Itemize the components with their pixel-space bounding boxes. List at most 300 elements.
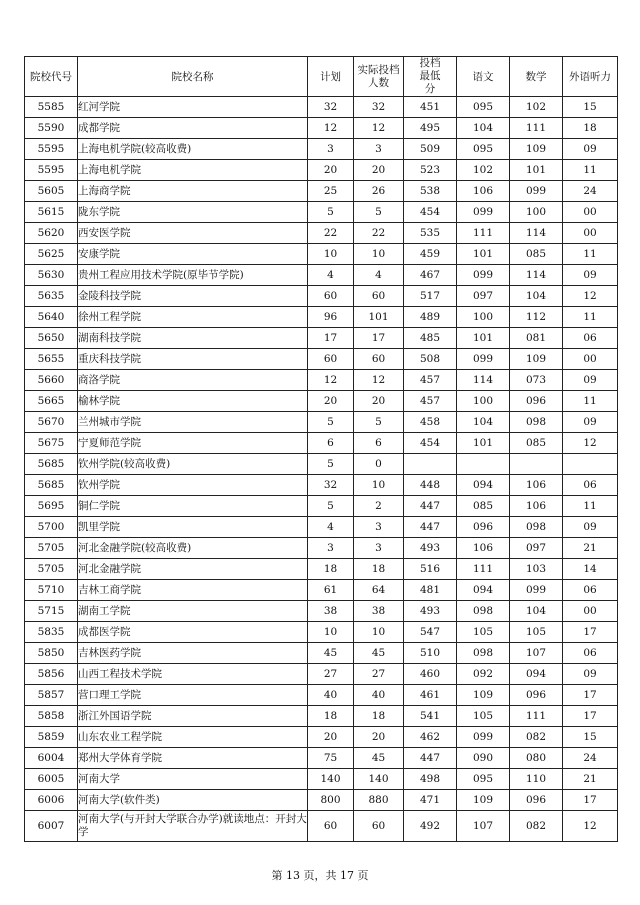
cell-actual: 40 <box>354 685 404 706</box>
cell-chinese: 106 <box>457 538 510 559</box>
cell-math: 109 <box>510 349 563 370</box>
cell-name: 钦州学院 <box>78 475 308 496</box>
table-row <box>25 433 618 454</box>
cell-plan: 12 <box>308 118 354 139</box>
cell-actual: 17 <box>354 328 404 349</box>
cell-actual: 10 <box>354 622 404 643</box>
cell-chinese: 111 <box>457 223 510 244</box>
cell-math: 073 <box>510 370 563 391</box>
cell-plan: 60 <box>308 811 354 842</box>
cell-math: 098 <box>510 412 563 433</box>
cell-chinese: 101 <box>457 433 510 454</box>
cell-listening: 09 <box>563 664 618 685</box>
cell-name: 湖南工学院 <box>78 601 308 622</box>
cell-listening: 09 <box>563 517 618 538</box>
cell-plan: 10 <box>308 244 354 265</box>
cell-chinese: 096 <box>457 517 510 538</box>
cell-math: 097 <box>510 538 563 559</box>
cell-listening: 21 <box>563 769 618 790</box>
cell-plan: 27 <box>308 664 354 685</box>
cell-plan: 40 <box>308 685 354 706</box>
cell-code: 5640 <box>25 307 78 328</box>
cell-min-score: 509 <box>404 139 457 160</box>
cell-name: 上海电机学院 <box>78 160 308 181</box>
cell-chinese: 111 <box>457 559 510 580</box>
cell-plan: 25 <box>308 181 354 202</box>
footer-suffix: 页 <box>357 869 369 882</box>
cell-math: 104 <box>510 601 563 622</box>
cell-name: 榆林学院 <box>78 391 308 412</box>
cell-listening: 11 <box>563 244 618 265</box>
cell-code: 5850 <box>25 643 78 664</box>
footer-prefix: 第 <box>271 869 283 882</box>
cell-code: 5700 <box>25 517 78 538</box>
cell-name: 河南大学 <box>78 769 308 790</box>
cell-math: 111 <box>510 118 563 139</box>
table-row <box>25 139 618 160</box>
header-min-score-label: 投档最低分 <box>419 57 441 95</box>
table-row <box>25 202 618 223</box>
cell-listening: 15 <box>563 97 618 118</box>
header-listening: 外语听力 <box>563 57 618 97</box>
cell-name: 上海电机学院(较高收费) <box>78 139 308 160</box>
cell-listening <box>563 454 618 475</box>
cell-plan: 60 <box>308 349 354 370</box>
cell-listening: 12 <box>563 286 618 307</box>
cell-listening: 14 <box>563 559 618 580</box>
cell-math: 085 <box>510 244 563 265</box>
cell-code: 5685 <box>25 454 78 475</box>
cell-plan: 5 <box>308 202 354 223</box>
cell-listening: 06 <box>563 328 618 349</box>
table-row <box>25 328 618 349</box>
cell-min-score: 510 <box>404 643 457 664</box>
cell-code: 5595 <box>25 139 78 160</box>
cell-listening: 15 <box>563 727 618 748</box>
cell-math: 100 <box>510 202 563 223</box>
cell-math <box>510 454 563 475</box>
cell-actual: 5 <box>354 202 404 223</box>
cell-actual: 20 <box>354 727 404 748</box>
table-row <box>25 811 618 842</box>
cell-min-score: 447 <box>404 517 457 538</box>
cell-code: 5660 <box>25 370 78 391</box>
cell-plan: 32 <box>308 97 354 118</box>
cell-plan: 61 <box>308 580 354 601</box>
cell-chinese: 105 <box>457 706 510 727</box>
table-row <box>25 748 618 769</box>
cell-listening: 12 <box>563 811 618 842</box>
cell-chinese <box>457 454 510 475</box>
table-row <box>25 307 618 328</box>
cell-chinese: 095 <box>457 769 510 790</box>
cell-listening: 00 <box>563 349 618 370</box>
cell-name: 河南大学(与开封大学联合办学)就读地点：开封大学 <box>78 811 308 842</box>
header-chinese: 语文 <box>457 57 510 97</box>
cell-math: 082 <box>510 811 563 842</box>
cell-name: 河北金融学院 <box>78 559 308 580</box>
cell-min-score: 448 <box>404 475 457 496</box>
header-code: 院校代号 <box>25 57 78 97</box>
cell-listening: 11 <box>563 160 618 181</box>
cell-actual: 32 <box>354 97 404 118</box>
cell-actual: 26 <box>354 181 404 202</box>
cell-plan: 38 <box>308 601 354 622</box>
cell-chinese: 090 <box>457 748 510 769</box>
table-row <box>25 643 618 664</box>
cell-min-score: 451 <box>404 97 457 118</box>
cell-listening: 06 <box>563 475 618 496</box>
table-header-row <box>25 57 618 97</box>
cell-code: 5665 <box>25 391 78 412</box>
cell-min-score: 454 <box>404 202 457 223</box>
cell-min-score: 535 <box>404 223 457 244</box>
cell-min-score: 485 <box>404 328 457 349</box>
cell-chinese: 101 <box>457 328 510 349</box>
table-row <box>25 517 618 538</box>
table-row <box>25 412 618 433</box>
cell-math: 099 <box>510 580 563 601</box>
cell-listening: 24 <box>563 748 618 769</box>
cell-min-score: 481 <box>404 580 457 601</box>
cell-plan: 140 <box>308 769 354 790</box>
cell-math: 104 <box>510 286 563 307</box>
cell-math: 082 <box>510 727 563 748</box>
cell-code: 5635 <box>25 286 78 307</box>
cell-actual: 18 <box>354 706 404 727</box>
cell-chinese: 099 <box>457 202 510 223</box>
cell-min-score: 454 <box>404 433 457 454</box>
cell-chinese: 105 <box>457 622 510 643</box>
cell-code: 5595 <box>25 160 78 181</box>
cell-name: 红河学院 <box>78 97 308 118</box>
cell-chinese: 102 <box>457 160 510 181</box>
header-min-score <box>404 57 457 97</box>
cell-listening: 21 <box>563 538 618 559</box>
cell-actual: 10 <box>354 475 404 496</box>
cell-plan: 3 <box>308 538 354 559</box>
cell-plan: 4 <box>308 265 354 286</box>
cell-actual: 12 <box>354 118 404 139</box>
cell-chinese: 099 <box>457 265 510 286</box>
cell-min-score: 495 <box>404 118 457 139</box>
table-row <box>25 244 618 265</box>
cell-math: 114 <box>510 223 563 244</box>
cell-listening: 18 <box>563 118 618 139</box>
table-row <box>25 286 618 307</box>
page-footer <box>0 867 640 883</box>
cell-name: 成都学院 <box>78 118 308 139</box>
cell-code: 6004 <box>25 748 78 769</box>
cell-actual: 45 <box>354 643 404 664</box>
cell-min-score: 447 <box>404 748 457 769</box>
cell-listening: 17 <box>563 685 618 706</box>
table-row <box>25 622 618 643</box>
cell-math: 080 <box>510 748 563 769</box>
cell-min-score: 498 <box>404 769 457 790</box>
cell-chinese: 092 <box>457 664 510 685</box>
cell-plan: 75 <box>308 748 354 769</box>
table-row <box>25 265 618 286</box>
table-row <box>25 538 618 559</box>
cell-code: 5695 <box>25 496 78 517</box>
cell-chinese: 099 <box>457 349 510 370</box>
cell-min-score: 493 <box>404 601 457 622</box>
cell-actual: 3 <box>354 139 404 160</box>
cell-min-score: 457 <box>404 370 457 391</box>
cell-code: 5675 <box>25 433 78 454</box>
cell-min-score: 493 <box>404 538 457 559</box>
cell-chinese: 094 <box>457 580 510 601</box>
cell-listening: 09 <box>563 139 618 160</box>
cell-code: 5585 <box>25 97 78 118</box>
cell-listening: 17 <box>563 790 618 811</box>
cell-name: 凯里学院 <box>78 517 308 538</box>
cell-math: 109 <box>510 139 563 160</box>
cell-code: 5655 <box>25 349 78 370</box>
cell-actual: 0 <box>354 454 404 475</box>
cell-min-score: 541 <box>404 706 457 727</box>
cell-actual: 880 <box>354 790 404 811</box>
cell-chinese: 095 <box>457 97 510 118</box>
table-row <box>25 727 618 748</box>
cell-min-score: 516 <box>404 559 457 580</box>
cell-chinese: 098 <box>457 601 510 622</box>
cell-code: 5857 <box>25 685 78 706</box>
header-actual <box>354 57 404 97</box>
cell-min-score: 461 <box>404 685 457 706</box>
cell-listening: 00 <box>563 601 618 622</box>
cell-min-score: 538 <box>404 181 457 202</box>
cell-chinese: 098 <box>457 643 510 664</box>
cell-code: 5650 <box>25 328 78 349</box>
cell-math: 081 <box>510 328 563 349</box>
cell-chinese: 094 <box>457 475 510 496</box>
cell-actual: 10 <box>354 244 404 265</box>
cell-actual: 2 <box>354 496 404 517</box>
cell-plan: 5 <box>308 412 354 433</box>
cell-name: 兰州城市学院 <box>78 412 308 433</box>
cell-actual: 27 <box>354 664 404 685</box>
table-row <box>25 601 618 622</box>
table-row <box>25 475 618 496</box>
cell-actual: 20 <box>354 160 404 181</box>
cell-listening: 17 <box>563 706 618 727</box>
cell-code: 5858 <box>25 706 78 727</box>
cell-name: 山西工程技术学院 <box>78 664 308 685</box>
table-row <box>25 706 618 727</box>
cell-code: 5630 <box>25 265 78 286</box>
cell-plan: 12 <box>308 370 354 391</box>
cell-math: 096 <box>510 685 563 706</box>
cell-min-score: 458 <box>404 412 457 433</box>
cell-code: 5670 <box>25 412 78 433</box>
table-row <box>25 370 618 391</box>
cell-plan: 3 <box>308 139 354 160</box>
cell-plan: 6 <box>308 433 354 454</box>
cell-name: 河北金融学院(较高收费) <box>78 538 308 559</box>
cell-name: 吉林医药学院 <box>78 643 308 664</box>
cell-actual: 38 <box>354 601 404 622</box>
cell-plan: 18 <box>308 559 354 580</box>
cell-math: 106 <box>510 496 563 517</box>
header-plan: 计划 <box>308 57 354 97</box>
cell-name: 钦州学院(较高收费) <box>78 454 308 475</box>
cell-plan: 20 <box>308 160 354 181</box>
cell-math: 103 <box>510 559 563 580</box>
cell-plan: 96 <box>308 307 354 328</box>
cell-code: 5705 <box>25 559 78 580</box>
cell-code: 6005 <box>25 769 78 790</box>
cell-min-score: 462 <box>404 727 457 748</box>
cell-name: 贵州工程应用技术学院(原毕节学院) <box>78 265 308 286</box>
cell-name: 陇东学院 <box>78 202 308 223</box>
cell-listening: 11 <box>563 391 618 412</box>
cell-plan: 20 <box>308 727 354 748</box>
cell-name: 铜仁学院 <box>78 496 308 517</box>
cell-math: 096 <box>510 790 563 811</box>
cell-chinese: 099 <box>457 727 510 748</box>
table-row <box>25 454 618 475</box>
cell-name: 重庆科技学院 <box>78 349 308 370</box>
cell-listening: 24 <box>563 181 618 202</box>
cell-min-score: 517 <box>404 286 457 307</box>
cell-actual: 22 <box>354 223 404 244</box>
cell-min-score: 508 <box>404 349 457 370</box>
cell-actual: 64 <box>354 580 404 601</box>
cell-min-score: 489 <box>404 307 457 328</box>
table-row <box>25 97 618 118</box>
cell-code: 5620 <box>25 223 78 244</box>
cell-math: 102 <box>510 97 563 118</box>
cell-name: 宁夏师范学院 <box>78 433 308 454</box>
table-row <box>25 349 618 370</box>
cell-math: 096 <box>510 391 563 412</box>
table-row <box>25 769 618 790</box>
cell-chinese: 085 <box>457 496 510 517</box>
cell-code: 5705 <box>25 538 78 559</box>
cell-listening: 12 <box>563 433 618 454</box>
table-row <box>25 664 618 685</box>
cell-plan: 5 <box>308 454 354 475</box>
cell-plan: 4 <box>308 517 354 538</box>
cell-plan: 5 <box>308 496 354 517</box>
cell-actual: 18 <box>354 559 404 580</box>
cell-name: 营口理工学院 <box>78 685 308 706</box>
cell-math: 106 <box>510 475 563 496</box>
cell-actual: 3 <box>354 517 404 538</box>
cell-math: 111 <box>510 706 563 727</box>
cell-listening: 09 <box>563 265 618 286</box>
footer-mid: 页，共 <box>303 869 337 882</box>
cell-chinese: 101 <box>457 244 510 265</box>
cell-plan: 17 <box>308 328 354 349</box>
table-row <box>25 223 618 244</box>
cell-actual: 3 <box>354 538 404 559</box>
cell-listening: 11 <box>563 496 618 517</box>
cell-actual: 12 <box>354 370 404 391</box>
cell-code: 6007 <box>25 811 78 842</box>
cell-code: 5590 <box>25 118 78 139</box>
table-row <box>25 160 618 181</box>
cell-actual: 6 <box>354 433 404 454</box>
cell-chinese: 109 <box>457 685 510 706</box>
cell-code: 5605 <box>25 181 78 202</box>
cell-plan: 60 <box>308 286 354 307</box>
cell-plan: 10 <box>308 622 354 643</box>
admission-score-table <box>24 56 618 842</box>
cell-chinese: 114 <box>457 370 510 391</box>
header-actual-label: 实际投档人数 <box>357 63 400 89</box>
footer-current-page: 13 <box>286 869 300 882</box>
table-row <box>25 559 618 580</box>
cell-min-score: 457 <box>404 391 457 412</box>
cell-math: 094 <box>510 664 563 685</box>
cell-code: 5615 <box>25 202 78 223</box>
cell-min-score: 459 <box>404 244 457 265</box>
cell-actual: 5 <box>354 412 404 433</box>
cell-actual: 20 <box>354 391 404 412</box>
cell-chinese: 097 <box>457 286 510 307</box>
cell-math: 101 <box>510 160 563 181</box>
cell-name: 成都医学院 <box>78 622 308 643</box>
cell-plan: 45 <box>308 643 354 664</box>
cell-code: 5625 <box>25 244 78 265</box>
cell-actual: 140 <box>354 769 404 790</box>
cell-code: 6006 <box>25 790 78 811</box>
cell-actual: 45 <box>354 748 404 769</box>
table-body <box>25 97 618 842</box>
table-row <box>25 790 618 811</box>
cell-name: 安康学院 <box>78 244 308 265</box>
table-row <box>25 685 618 706</box>
cell-plan: 800 <box>308 790 354 811</box>
footer-total-pages: 17 <box>340 869 354 882</box>
table-row <box>25 391 618 412</box>
cell-min-score: 447 <box>404 496 457 517</box>
cell-name: 金陵科技学院 <box>78 286 308 307</box>
cell-actual: 60 <box>354 349 404 370</box>
cell-actual: 60 <box>354 286 404 307</box>
cell-min-score: 523 <box>404 160 457 181</box>
cell-listening: 09 <box>563 370 618 391</box>
cell-actual: 101 <box>354 307 404 328</box>
cell-chinese: 104 <box>457 412 510 433</box>
cell-name: 徐州工程学院 <box>78 307 308 328</box>
cell-math: 085 <box>510 433 563 454</box>
cell-min-score: 492 <box>404 811 457 842</box>
cell-name: 湖南科技学院 <box>78 328 308 349</box>
cell-min-score: 471 <box>404 790 457 811</box>
cell-plan: 32 <box>308 475 354 496</box>
cell-code: 5856 <box>25 664 78 685</box>
cell-min-score: 547 <box>404 622 457 643</box>
cell-min-score: 467 <box>404 265 457 286</box>
header-name: 院校名称 <box>78 57 308 97</box>
cell-code: 5859 <box>25 727 78 748</box>
cell-listening: 09 <box>563 412 618 433</box>
cell-chinese: 109 <box>457 790 510 811</box>
cell-name: 浙江外国语学院 <box>78 706 308 727</box>
header-math: 数学 <box>510 57 563 97</box>
cell-chinese: 106 <box>457 181 510 202</box>
cell-chinese: 104 <box>457 118 510 139</box>
cell-min-score: 460 <box>404 664 457 685</box>
cell-math: 107 <box>510 643 563 664</box>
cell-listening: 11 <box>563 307 618 328</box>
cell-math: 110 <box>510 769 563 790</box>
cell-math: 099 <box>510 181 563 202</box>
